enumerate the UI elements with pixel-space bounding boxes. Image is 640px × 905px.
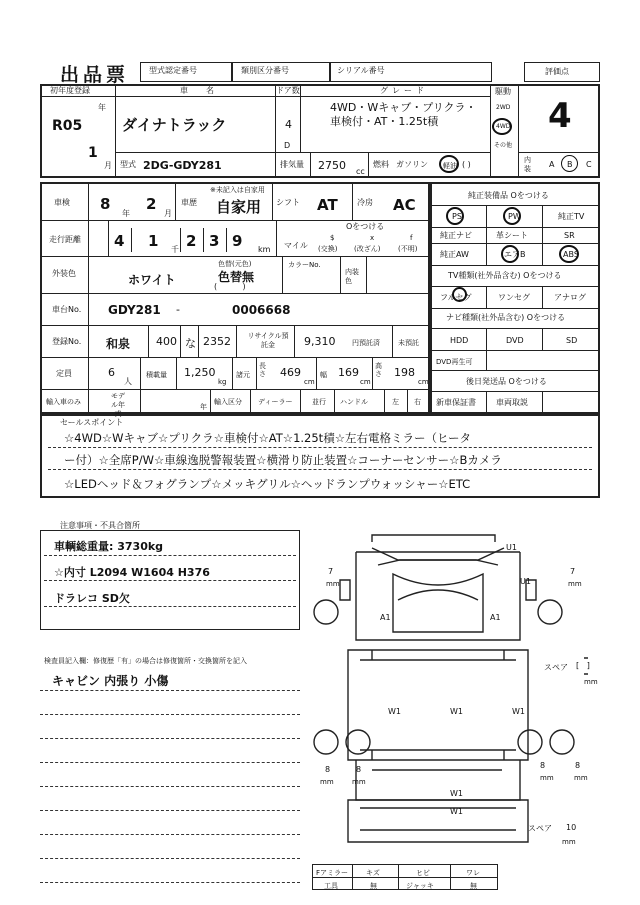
mark-w1-left: W1 bbox=[388, 707, 401, 716]
legend-header-0: Fアミラー bbox=[316, 869, 349, 877]
chassis-label: 車台No. bbox=[52, 305, 82, 314]
tv-fullseg: フルセグ bbox=[440, 293, 472, 302]
model-value: 2DG-GDY281 bbox=[143, 159, 222, 172]
class-box: 類別区分番号 bbox=[232, 62, 330, 82]
mark-a1-left: A1 bbox=[380, 613, 391, 622]
fuel-diesel-circle bbox=[439, 155, 459, 173]
mileage-mark-s: $ bbox=[330, 234, 335, 242]
height-unit: cm bbox=[418, 378, 429, 386]
mileage-swap: (交換) bbox=[318, 245, 338, 253]
shift-label: シフト bbox=[276, 198, 300, 207]
mileage-unit: km bbox=[258, 245, 271, 254]
doors-label: ドア数 bbox=[276, 86, 300, 95]
tire-rear-left-inner: 8 bbox=[356, 765, 362, 774]
post-title: 後日発送品 Oをつける bbox=[466, 377, 547, 386]
mileage-digit-2: 1 bbox=[148, 232, 159, 250]
spare-bottom-unit: mm bbox=[562, 838, 576, 846]
mileage-digit-1: 4 bbox=[114, 232, 125, 250]
mileage-label: 走行距離 bbox=[49, 235, 81, 244]
drive-2wd: 2WD bbox=[496, 104, 511, 111]
interior-b: B bbox=[567, 160, 573, 169]
score-header-box: 評価点 bbox=[524, 62, 600, 82]
width-value: 169 bbox=[338, 366, 359, 379]
car-name-label: 車名 bbox=[180, 86, 232, 95]
recycle-unit: 円預託済 bbox=[352, 339, 380, 347]
height-label: 高さ bbox=[375, 362, 382, 378]
width-label: 幅 bbox=[320, 371, 327, 379]
grade-value: 4WD・Wキャブ・プリクラ・車検付・AT・1.25t積 bbox=[330, 101, 477, 128]
tire-rear-right-outer: 8 bbox=[575, 761, 581, 770]
steering-left: 左 bbox=[392, 398, 399, 406]
displacement-label: 排気量 bbox=[280, 160, 304, 169]
length-label: 長さ bbox=[259, 362, 266, 378]
drive-4wd-circle bbox=[492, 118, 512, 135]
equip-airbag-circle bbox=[501, 245, 519, 263]
mileage-digit-3: 2 bbox=[186, 232, 197, 250]
page-title: 出品票 bbox=[60, 64, 130, 86]
mark-a1-right: A1 bbox=[490, 613, 501, 622]
inspector-label: 検査員記入欄：修復歴「有」の場合は修復箇所・交換箇所を記入 bbox=[44, 657, 247, 665]
inspector-line-1: キャビン 内張り 小傷 bbox=[52, 674, 169, 688]
plate-label: 登録No. bbox=[52, 337, 82, 346]
mark-u1-right: U1 bbox=[520, 577, 531, 586]
mark-w1-rear: W1 bbox=[450, 807, 463, 816]
load-label: 積載量 bbox=[146, 371, 167, 379]
legend-header-3: ワレ bbox=[466, 869, 480, 877]
model-year-unit: 年 bbox=[200, 403, 207, 411]
dvd-playback: DVD再生可 bbox=[436, 358, 473, 366]
chassis-prefix: GDY281 bbox=[108, 303, 161, 317]
equip-abs-circle bbox=[559, 245, 579, 263]
tools-value-0: 無 bbox=[370, 882, 377, 890]
fuel-label: 燃料 bbox=[373, 160, 389, 169]
post-manual: 車両取説 bbox=[496, 398, 528, 407]
import-label: 輸入車のみ bbox=[46, 398, 81, 406]
reg-year-unit: 年 bbox=[98, 103, 106, 112]
serial-box: シリアル番号 bbox=[330, 62, 492, 82]
equip-abs: ABS bbox=[563, 250, 579, 259]
color-change-value: 色替無 bbox=[218, 270, 255, 284]
model-cert-box: 型式認定番号 bbox=[140, 62, 232, 82]
tire-rear-left-outer: 8 bbox=[325, 765, 331, 774]
mileage-mile: マイル bbox=[284, 241, 308, 250]
load-value: 1,250 bbox=[184, 366, 216, 379]
score-value: 4 bbox=[548, 96, 572, 136]
load-unit: kg bbox=[218, 378, 227, 386]
tools-label: 工具 bbox=[324, 882, 338, 890]
equip-pw-circle bbox=[503, 207, 521, 225]
doors-value: 4 bbox=[285, 118, 292, 131]
chassis-number: 0006668 bbox=[232, 303, 291, 317]
mileage-unknown: (不明) bbox=[398, 245, 418, 253]
tire-rear-right-outer-unit: mm bbox=[574, 774, 588, 782]
selling-points-label: セールスポイント bbox=[60, 418, 124, 427]
model-year-label: モデル年式 bbox=[111, 392, 125, 418]
plate-area: 和泉 bbox=[106, 337, 131, 351]
mark-w1-right: W1 bbox=[512, 707, 525, 716]
mark-u1-top: U1 bbox=[506, 543, 517, 552]
equip-ps: PS bbox=[452, 212, 462, 221]
inspection-year-unit: 年 bbox=[122, 209, 130, 218]
history-value: 自家用 bbox=[216, 198, 262, 216]
history-note: ※未記入は自家用 bbox=[210, 186, 265, 194]
post-warranty: 新車保証書 bbox=[436, 398, 476, 407]
fuel-diesel: 軽油 bbox=[443, 162, 457, 170]
color-change-label: 色替(元色) bbox=[218, 260, 252, 268]
dealer-option: ディーラー bbox=[258, 398, 293, 406]
interior-color-label: 内装色 bbox=[345, 268, 359, 285]
steering-right: 右 bbox=[414, 398, 421, 406]
tire-front-right: 7 bbox=[570, 567, 576, 576]
equip-tv: 純正TV bbox=[558, 212, 585, 221]
tv-fullseg-circle bbox=[452, 287, 467, 302]
mileage-digit-4: 3 bbox=[209, 232, 220, 250]
tv-title: TV種類(社外品含む) Oをつける bbox=[448, 271, 562, 280]
spare-top-bracket: [ ] bbox=[576, 661, 590, 670]
mark-w1-center: W1 bbox=[450, 707, 463, 716]
grade-label: グレード bbox=[380, 86, 428, 95]
tire-rear-left-outer-unit: mm bbox=[320, 778, 334, 786]
capacity-unit: 人 bbox=[124, 377, 132, 386]
model-label: 型式 bbox=[120, 160, 136, 169]
steering-label: ハンドル bbox=[340, 398, 368, 406]
selling-point-line-3: ☆LEDヘッド＆フォグランプ☆メッキグリル☆ヘッドランプウォッシャー☆ETC bbox=[64, 477, 471, 491]
legend-header-2: ヒビ bbox=[416, 869, 430, 877]
mileage-unit-thousand: 千 bbox=[171, 245, 179, 254]
reg-year-label: 初年度登録 bbox=[50, 86, 90, 95]
notes-label: 注意事項・不具合箇所 bbox=[60, 521, 140, 530]
car-name: ダイナトラック bbox=[122, 116, 227, 134]
spare-top-label: スペア bbox=[544, 663, 568, 672]
capacity-label: 定員 bbox=[56, 369, 72, 378]
import-type-label: 輸入区分 bbox=[214, 398, 242, 406]
recycle-unpaid: 未預託 bbox=[398, 339, 419, 347]
interior-b-circle bbox=[561, 155, 578, 172]
drive-label: 駆動 bbox=[495, 87, 511, 96]
equip-aw: 純正AW bbox=[440, 250, 469, 259]
spare-top-unit: mm bbox=[584, 678, 598, 686]
spare-bottom-value: 10 bbox=[566, 823, 577, 832]
plate-class: 400 bbox=[156, 335, 177, 348]
equip-ps-circle bbox=[446, 207, 464, 225]
mileage-reduced: (改ざん) bbox=[354, 245, 381, 253]
tools-value-1: ジャッキ bbox=[406, 882, 434, 890]
exterior-label: 外装色 bbox=[52, 269, 76, 278]
length-unit: cm bbox=[304, 378, 315, 386]
inspection-month: 2 bbox=[146, 195, 157, 213]
navi-title: ナビ種類(社外品含む) Oをつける bbox=[446, 313, 566, 322]
capacity-value: 6 bbox=[108, 366, 115, 379]
aircon-label: 冷房 bbox=[357, 198, 373, 207]
tire-front-left: 7 bbox=[328, 567, 334, 576]
drive-4wd: 4WD bbox=[496, 123, 511, 130]
drive-other: その他 bbox=[494, 142, 513, 149]
history-label: 車歴 bbox=[181, 198, 197, 207]
tv-oneseg: ワンセグ bbox=[498, 293, 530, 302]
navi-dvd: DVD bbox=[506, 336, 524, 345]
selling-point-line-2: ー付）☆全席P/W☆車線逸脱警報装置☆横滑り防止装置☆コーナーセンサー☆Bカメラ bbox=[64, 453, 502, 467]
tire-rear-right-inner: 8 bbox=[540, 761, 546, 770]
fuel-value: ガソリン bbox=[396, 160, 428, 169]
color-bracket: ( ) bbox=[214, 282, 246, 291]
equip-airbag: エアB bbox=[504, 250, 526, 259]
equip-pw: PW bbox=[508, 212, 521, 221]
displacement-unit: cc bbox=[356, 167, 365, 176]
fuel-bracket: ( ) bbox=[462, 160, 471, 169]
recycle-amount: 9,310 bbox=[304, 335, 336, 348]
interior-c: C bbox=[586, 160, 592, 169]
length-value: 469 bbox=[280, 366, 301, 379]
tire-rear-left-inner-unit: mm bbox=[352, 778, 366, 786]
legend-header-1: キズ bbox=[366, 869, 380, 877]
equipment-title: 純正装備品 Oをつける bbox=[468, 191, 549, 200]
inspection-label: 車検 bbox=[54, 198, 70, 207]
interior-a: A bbox=[549, 160, 555, 169]
inspection-year: 8 bbox=[100, 195, 111, 213]
tire-rear-right-inner-unit: mm bbox=[540, 774, 554, 782]
plate-kana: な bbox=[185, 337, 196, 350]
chassis-dash: - bbox=[176, 303, 180, 316]
aircon-value: AC bbox=[393, 196, 416, 214]
navi-hdd: HDD bbox=[450, 336, 469, 345]
height-value: 198 bbox=[394, 366, 415, 379]
tv-analog: アナログ bbox=[554, 293, 586, 302]
plate-number: 2352 bbox=[203, 335, 231, 348]
equip-navi: 純正ナビ bbox=[440, 231, 472, 240]
mileage-mark-x: x bbox=[370, 234, 375, 242]
inspection-month-unit: 月 bbox=[164, 209, 172, 218]
mileage-digit-5: 9 bbox=[232, 232, 243, 250]
tools-value-2: 無 bbox=[470, 882, 477, 890]
exterior-value: ホワイト bbox=[128, 273, 176, 287]
recycle-label: リサイクル預託金 bbox=[247, 332, 289, 349]
interior-label: 内装 bbox=[524, 156, 531, 173]
mark-w1-bottom: W1 bbox=[450, 789, 463, 798]
parallel-option: 並行 bbox=[312, 398, 326, 406]
equip-sr: SR bbox=[564, 231, 575, 240]
width-unit: cm bbox=[360, 378, 371, 386]
reg-era: R05 bbox=[52, 118, 83, 134]
tire-front-left-unit: mm bbox=[326, 580, 340, 588]
doors-unit: D bbox=[284, 141, 291, 150]
mileage-mark-f: f bbox=[410, 234, 413, 242]
notes-line-2: ☆内寸 L2094 W1604 H376 bbox=[54, 566, 210, 579]
displacement-value: 2750 bbox=[318, 159, 346, 172]
tire-front-right-unit: mm bbox=[568, 580, 582, 588]
mileage-option-note: Oをつける bbox=[346, 222, 385, 231]
shift-value: AT bbox=[317, 196, 338, 214]
notes-line-1: 車輌総重量: 3730kg bbox=[54, 540, 164, 553]
selling-point-line-1: ☆4WD☆Wキャブ☆プリクラ☆車検付☆AT☆1.25t積☆左右電格ミラー（ヒータ bbox=[64, 431, 472, 445]
notes-line-3: ドラレコ SD欠 bbox=[54, 592, 130, 605]
reg-month: 1 bbox=[88, 145, 98, 161]
color-no-label: カラーNo. bbox=[288, 261, 321, 269]
spare-bottom-label: スペア bbox=[528, 824, 552, 833]
navi-sd: SD bbox=[566, 336, 578, 345]
equip-leather: 革シート bbox=[496, 231, 528, 240]
reg-month-unit: 月 bbox=[104, 161, 112, 170]
dims-label: 諸元 bbox=[236, 371, 250, 379]
